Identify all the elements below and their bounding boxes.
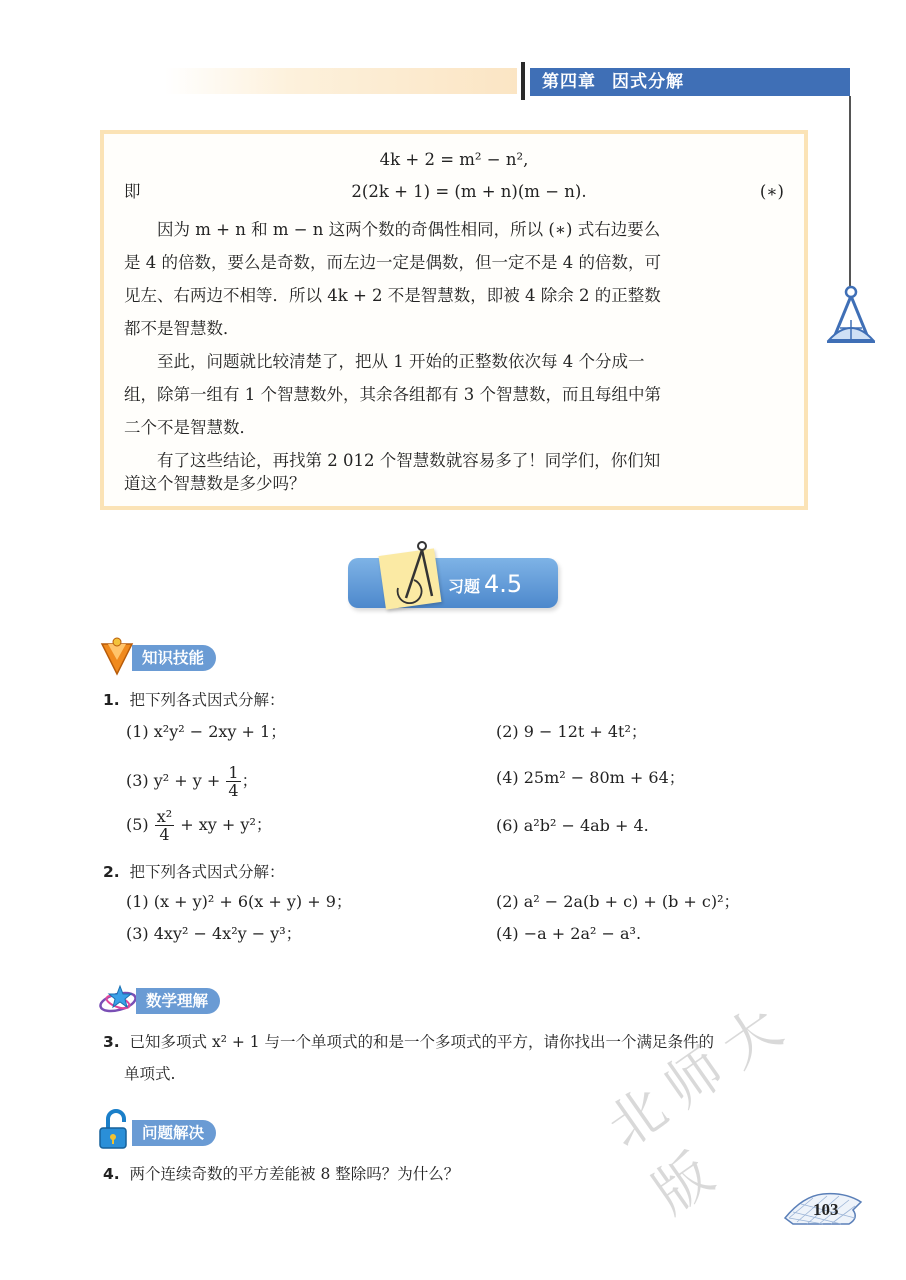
publisher-watermark: 北师大版 — [595, 987, 806, 1227]
question-number: 1. — [103, 691, 120, 709]
exercise-title — [448, 570, 522, 601]
paragraph-line: 组，除第一组有 1 个智慧数外，其余各组都有 3 个智慧数，而且每组中第 — [124, 385, 661, 404]
question-text: 把下列各式因式分解： — [129, 863, 285, 881]
padlock-icon — [98, 1108, 132, 1150]
question-4 — [103, 1164, 459, 1184]
paragraph-line: 都不是智慧数． — [124, 319, 240, 338]
exercise-number: 4.5 — [484, 570, 523, 598]
fraction-denominator: 4 — [159, 825, 170, 844]
q1-item-2: (2) 9 − 12t + 4t²； — [496, 722, 647, 741]
page-number: 103 — [813, 1200, 839, 1219]
equation-2-row — [124, 182, 784, 202]
equation-1: 4k + 2 = m² − n², — [379, 150, 529, 169]
chapter-number: 第四章 — [542, 72, 596, 92]
paragraph-line: 道这个智慧数是多少吗？ — [124, 474, 306, 493]
fraction — [226, 764, 240, 799]
equation-2: 2(2k + 1) = (m + n)(m − n). — [351, 182, 587, 201]
q1-item-5 — [126, 808, 272, 843]
q1-item-3 — [126, 764, 258, 799]
fraction — [155, 808, 174, 843]
header-divider — [521, 62, 525, 100]
paragraph-line: 有了这些结论，再找第 2 012 个智慧数就容易多了！同学们，你们知 — [124, 451, 661, 470]
section-math-understanding: 数学理解 — [136, 988, 220, 1014]
question-text-line1: 已知多项式 x² + 1 与一个单项式的和是一个多项式的平方，请你找出一个满足条件的 — [129, 1033, 715, 1051]
question-number: 2. — [103, 863, 120, 881]
question-number: 4. — [103, 1165, 120, 1183]
question-text: 两个连续奇数的平方差能被 8 整除吗？为什么？ — [129, 1165, 460, 1183]
chapter-header — [530, 68, 850, 96]
question-1 — [103, 690, 285, 710]
equation-2-mark: (∗) — [759, 182, 784, 201]
fraction-denominator: 4 — [228, 781, 239, 800]
paragraph-line: 二个不是智慧数． — [124, 418, 256, 437]
paragraph-line: 至此，问题就比较清楚了，把从 1 开始的正整数依次每 4 个分成一 — [124, 352, 645, 371]
q2-item-2: (2) a² − 2a(b + c) + (b + c)²； — [496, 892, 740, 911]
question-3-line2: 单项式. — [124, 1065, 176, 1083]
question-2 — [103, 862, 285, 882]
q2-item-4: (4) −a + 2a² − a³. — [496, 924, 642, 943]
chapter-title: 因式分解 — [612, 72, 684, 92]
q1-item-3-tail: ； — [241, 771, 258, 790]
q1-item-1: (1) x²y² − 2xy + 1； — [126, 722, 287, 741]
fraction-numerator: 1 — [228, 763, 239, 782]
paragraph-line: 因为 m + n 和 m − n 这两个数的奇偶性相同，所以 (∗) 式右边要么 — [124, 220, 661, 239]
question-text: 把下列各式因式分解： — [129, 691, 285, 709]
pencil-icon — [100, 636, 134, 676]
section-knowledge-skills: 知识技能 — [132, 645, 216, 671]
question-number: 3. — [103, 1033, 120, 1051]
q1-item-4: (4) 25m² − 80m + 64； — [496, 768, 685, 787]
exercise-label: 习题 — [448, 577, 481, 596]
compass-icon — [823, 282, 879, 350]
compass-icon — [392, 540, 440, 604]
q2-item-1: (1) (x + y)² + 6(x + y) + 9； — [126, 892, 352, 911]
paragraph-line: 见左、右两边不相等．所以 4k + 2 不是智慧数，即被 4 除余 2 的正整数 — [124, 286, 661, 305]
q1-item-3-text: (3) y² + y + — [126, 771, 226, 790]
orbit-star-icon — [98, 982, 140, 1016]
equation-2-prefix: 即 — [124, 182, 141, 201]
q2-item-3: (3) 4xy² − 4x²y − y³； — [126, 924, 302, 943]
margin-line — [849, 96, 851, 286]
q1-item-5-tail: + xy + y²； — [175, 815, 272, 834]
reading-box — [100, 130, 808, 510]
q1-item-5-text: (5) — [126, 815, 154, 834]
paragraph-line: 是 4 的倍数，要么是奇数，而左边一定是偶数，但一定不是 4 的倍数，可 — [124, 253, 661, 272]
fraction-numerator: x² — [156, 807, 173, 826]
header-decoration — [165, 68, 517, 94]
question-3 — [103, 1032, 714, 1052]
section-problem-solving: 问题解决 — [132, 1120, 216, 1146]
q1-item-6: (6) a²b² − 4ab + 4. — [496, 816, 649, 835]
